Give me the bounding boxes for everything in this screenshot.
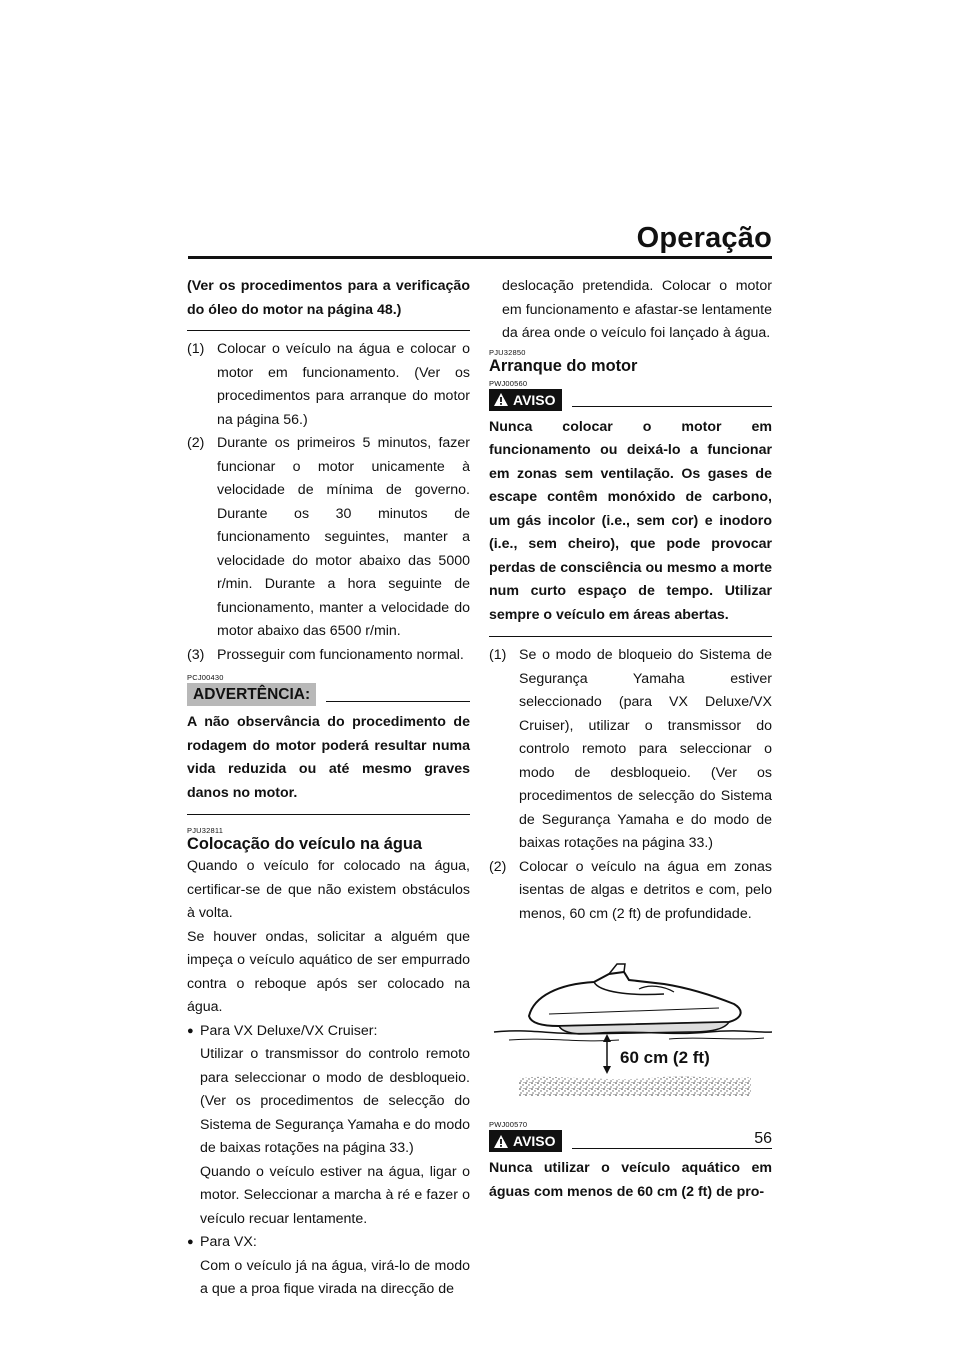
header-divider xyxy=(188,256,772,259)
bullet-icon: ● xyxy=(187,1236,194,1248)
break-in-steps xyxy=(187,338,470,667)
warning-header xyxy=(489,1130,772,1152)
step-text: Colocar o veículo na água em zonas isentas de algas e detritos e com, pelo menos, 60 cm (2 ft) de profundidade. xyxy=(519,858,772,922)
warning-code: PWJ00570 xyxy=(489,1120,528,1129)
step-text: Durante os primeiros 5 minutos, fazer funcionar o motor unicamente à velocidade de mínima de governo. Durante os 30 minutos de funcionamento seguintes, manter a velocidade do motor abaixo das 5000 r/min. Durante a hora seguinte de funcionamento, manter a velocidade do motor abaixo das 6500 r/min. xyxy=(217,435,470,639)
step-text: Prosseguir com funcionamento normal. xyxy=(217,646,464,663)
bullet-icon: ● xyxy=(187,1024,194,1037)
list-item xyxy=(187,1231,470,1302)
paragraph: Quando o veículo for colocado na água, certificar-se de que não existem obstáculos à volta. xyxy=(187,858,470,921)
aviso-label: AVISO xyxy=(513,391,556,408)
warning-divider xyxy=(489,636,772,637)
warning-divider xyxy=(187,814,470,815)
aviso-label: AVISO xyxy=(513,1133,556,1149)
warning-header xyxy=(489,389,772,411)
depth-label: 60 cm (2 ft) xyxy=(620,1048,710,1067)
launch-bullets xyxy=(187,1020,470,1302)
section-title: Colocação do veículo na água xyxy=(187,835,422,853)
bullet-heading: Para VX: xyxy=(200,1234,257,1250)
bullet-text: Utilizar o transmissor do controlo remoto para seleccionar o modo de desbloqueio. (Ver os procedimentos de selecção do Sistema de Segurança Yamaha e do modo de baixas rotações na página 33.) xyxy=(200,1046,470,1156)
warning-header-rule xyxy=(572,406,772,407)
warning-text: Nunca utilizar o veículo aquático em águas com menos de 60 cm (2 ft) de pro- xyxy=(489,1160,772,1200)
warning-header-rule xyxy=(572,1148,772,1149)
left-column xyxy=(187,275,470,1302)
bullet-heading: Para VX Deluxe/VX Cruiser: xyxy=(200,1022,378,1039)
page-number: 56 xyxy=(754,1130,772,1147)
list-item xyxy=(187,644,470,668)
list-item xyxy=(489,856,772,927)
section-code: PJU32811 xyxy=(187,826,224,835)
warning-code: PCJ00430 xyxy=(187,673,224,682)
right-column xyxy=(489,275,772,1204)
step-number: (1) xyxy=(489,647,507,663)
warning-header xyxy=(187,683,470,706)
list-item xyxy=(489,644,772,856)
bullet-text: Quando o veículo estiver na água, ligar o motor. Seleccionar a marcha à ré e fazer o veículo recuar lentamente. xyxy=(200,1163,470,1227)
depth-illustration xyxy=(489,944,772,1096)
aviso-badge xyxy=(489,1130,562,1152)
step-text: Se o modo de bloqueio do Sistema de Segurança Yamaha estiver seleccionado (para VX Deluxe/VX Cruiser), utilizar o transmissor do controlo remoto para seleccionar o modo de desbloqueio. (Ver os procedimentos de selecção do Sistema de Segurança Yamaha e do modo de baixas rotações na página 33.) xyxy=(519,647,772,851)
warning-code: PWJ00560 xyxy=(489,378,528,388)
paragraph: deslocação pretendida. Colocar o motor em funcionamento e afastar-se lentamente da área onde o veículo foi lançado à água. xyxy=(502,278,772,341)
watercraft-depth-figure xyxy=(489,944,772,1096)
warning-text: A não observância do procedimento de rodagem do motor poderá resultar numa vida reduzida ou até mesmo graves danos no motor. xyxy=(187,714,470,801)
section-title: Arranque do motor xyxy=(489,356,638,375)
aviso-badge xyxy=(489,389,562,411)
step-number: (2) xyxy=(489,858,507,875)
intro-note: (Ver os procedimentos para a verificação do óleo do motor na página 48.) xyxy=(187,278,470,318)
warning-triangle-icon xyxy=(493,1134,509,1149)
step-text: Colocar o veículo na água e colocar o motor em funcionamento. (Ver os procedimentos para arranque do motor na página 56.) xyxy=(217,341,470,428)
warning-header-rule xyxy=(326,701,470,702)
warning-badge: ADVERTÊNCIA: xyxy=(187,683,316,706)
intro-divider xyxy=(187,330,470,331)
warning-text: Nunca colocar o motor em funcionamento ou deixá-lo a funcionar em zonas sem ventilação. Os gases de escape contêm monóxido de carbono, um gás incolor (i.e., sem cor) e inodoro (i.e., sem cheiro), que pode provocar perdas de consciência ou mesmo a morte num curto espaço de tempo. Utilizar sempre o veículo em áreas abertas. xyxy=(489,418,772,623)
list-item xyxy=(187,338,470,432)
page-title: Operação xyxy=(636,222,772,254)
step-number: (2) xyxy=(187,435,205,451)
section-code: PJU32850 xyxy=(489,347,526,357)
list-item xyxy=(187,1020,470,1232)
step-number: (3) xyxy=(187,646,205,663)
list-item xyxy=(187,432,470,644)
warning-triangle-icon xyxy=(493,392,509,407)
bullet-text: Com o veículo já na água, virá-lo de modo a que a proa fique virada na direcção de xyxy=(200,1257,470,1297)
start-steps xyxy=(489,644,772,926)
paragraph: Se houver ondas, solicitar a alguém que impeça o veículo aquático de ser empurrado contra o reboque após ser colocado na água. xyxy=(187,928,470,1015)
step-number: (1) xyxy=(187,341,205,357)
